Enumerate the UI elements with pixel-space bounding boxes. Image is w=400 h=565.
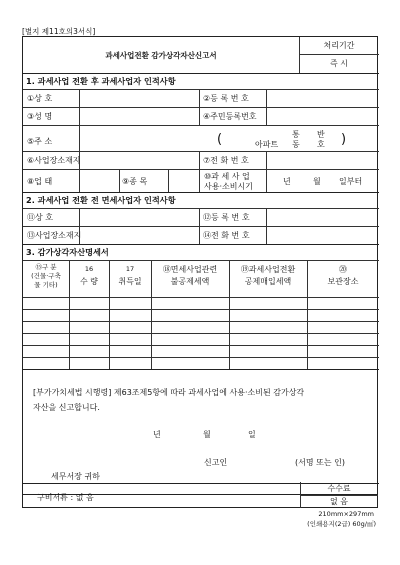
address-dong: 동 xyxy=(292,140,300,149)
prior-phone-number-label: ⑭전 화 번 호 xyxy=(203,231,250,240)
fee-label: 수수료 xyxy=(327,484,351,493)
business-name-label: ①상 호 xyxy=(27,94,53,103)
column-header-storage-l1: ⑳ xyxy=(339,265,347,274)
workplace-location-label: ⑥사업장소재지 xyxy=(27,156,81,165)
report-form xyxy=(22,36,378,502)
registration-number-label: ②등 록 번 호 xyxy=(203,94,249,103)
declaration-day-unit: 일 xyxy=(248,430,256,439)
declaration-line1: [부가가치세법 시행령] 제63조제5항에 따라 과세사업에 사용·소비된 감가상각 xyxy=(33,388,305,397)
section3-heading: 3. 감가상각자산명세서 xyxy=(26,247,109,257)
processing-period-value: 즉 시 xyxy=(330,59,348,68)
prior-workplace-location-label: ⑬사업장소재지 xyxy=(27,231,82,240)
taxable-use-date-label-line2: 사용·소비시기 xyxy=(204,182,253,191)
resident-number-label: ④주민등록번호 xyxy=(203,112,257,121)
declaration-month-unit: 월 xyxy=(203,430,211,439)
address-tong: 통 xyxy=(292,130,300,139)
column-header-quantity-l2: 수 량 xyxy=(80,277,98,286)
prior-business-name-label: ⑪상 호 xyxy=(27,213,53,222)
address-apartment: 아파트 xyxy=(255,140,279,149)
column-header-quantity-l1: 16 xyxy=(84,265,94,273)
declaration-line2: 자산을 신고합니다. xyxy=(33,403,100,412)
date-from-unit: 일부터 xyxy=(339,177,363,186)
address-label: ⑤주 소 xyxy=(27,137,53,146)
date-year-unit: 년 xyxy=(283,177,291,186)
date-month-unit: 월 xyxy=(313,177,321,186)
taxable-use-date-label-line1: ⑩과 세 사 업 xyxy=(204,172,250,181)
column-header-exempt-tax-l2: 불공제세액 xyxy=(170,277,210,286)
column-header-category-l2: (건물·구축 xyxy=(31,272,61,280)
column-header-storage-l2: 보관장소 xyxy=(327,277,359,286)
column-header-acquired-l1: 17 xyxy=(125,265,135,273)
business-type-label: ⑧업 태 xyxy=(27,177,53,186)
address-ban: 반 xyxy=(317,130,325,139)
address-paren-close: ) xyxy=(341,132,347,147)
phone-number-label: ⑦전 화 번 호 xyxy=(203,156,249,165)
form-title: 과세사업전환 감가상각자산신고서 xyxy=(105,51,217,60)
column-header-exempt-tax-l1: ⑱면세사업관련 xyxy=(162,265,218,274)
required-documents: 구비서류 : 없 음 xyxy=(37,493,94,502)
representative-name-label: ③성 명 xyxy=(27,112,53,121)
tax-office-recipient: 세무서장 귀하 xyxy=(51,472,100,481)
section1-heading: 1. 과세사업 전환 후 과세사업자 인적사항 xyxy=(26,76,176,86)
column-header-category-l3: 물 기타) xyxy=(34,281,58,289)
column-header-deductible-tax-l1: ⑲과세사업전환 xyxy=(240,265,296,274)
address-ho: 호 xyxy=(317,140,325,149)
signature-label: (서명 또는 인) xyxy=(295,458,345,467)
applicant-label: 신고인 xyxy=(204,458,228,467)
column-header-category-l1: ⑮구 분 xyxy=(35,263,57,271)
address-paren-open: ( xyxy=(217,132,223,147)
declaration-year-unit: 년 xyxy=(153,430,161,439)
processing-period-label: 처리기간 xyxy=(323,41,355,50)
fee-value: 없 음 xyxy=(330,497,348,506)
paper-spec: (인쇄용지(2급) 60g/㎡) xyxy=(307,520,376,528)
section2-heading: 2. 과세사업 전환 전 면세사업자 인적사항 xyxy=(26,195,176,205)
column-header-acquired-l2: 취득일 xyxy=(118,277,142,286)
paper-size: 210mm×297mm xyxy=(318,510,374,518)
column-header-deductible-tax-l2: 공제매입세액 xyxy=(244,277,292,286)
form-number-label: [별지 제11호의3서식] xyxy=(22,27,96,36)
business-item-label: ⑨종 목 xyxy=(122,177,148,186)
prior-registration-number-label: ⑫등 록 번 호 xyxy=(203,213,250,222)
